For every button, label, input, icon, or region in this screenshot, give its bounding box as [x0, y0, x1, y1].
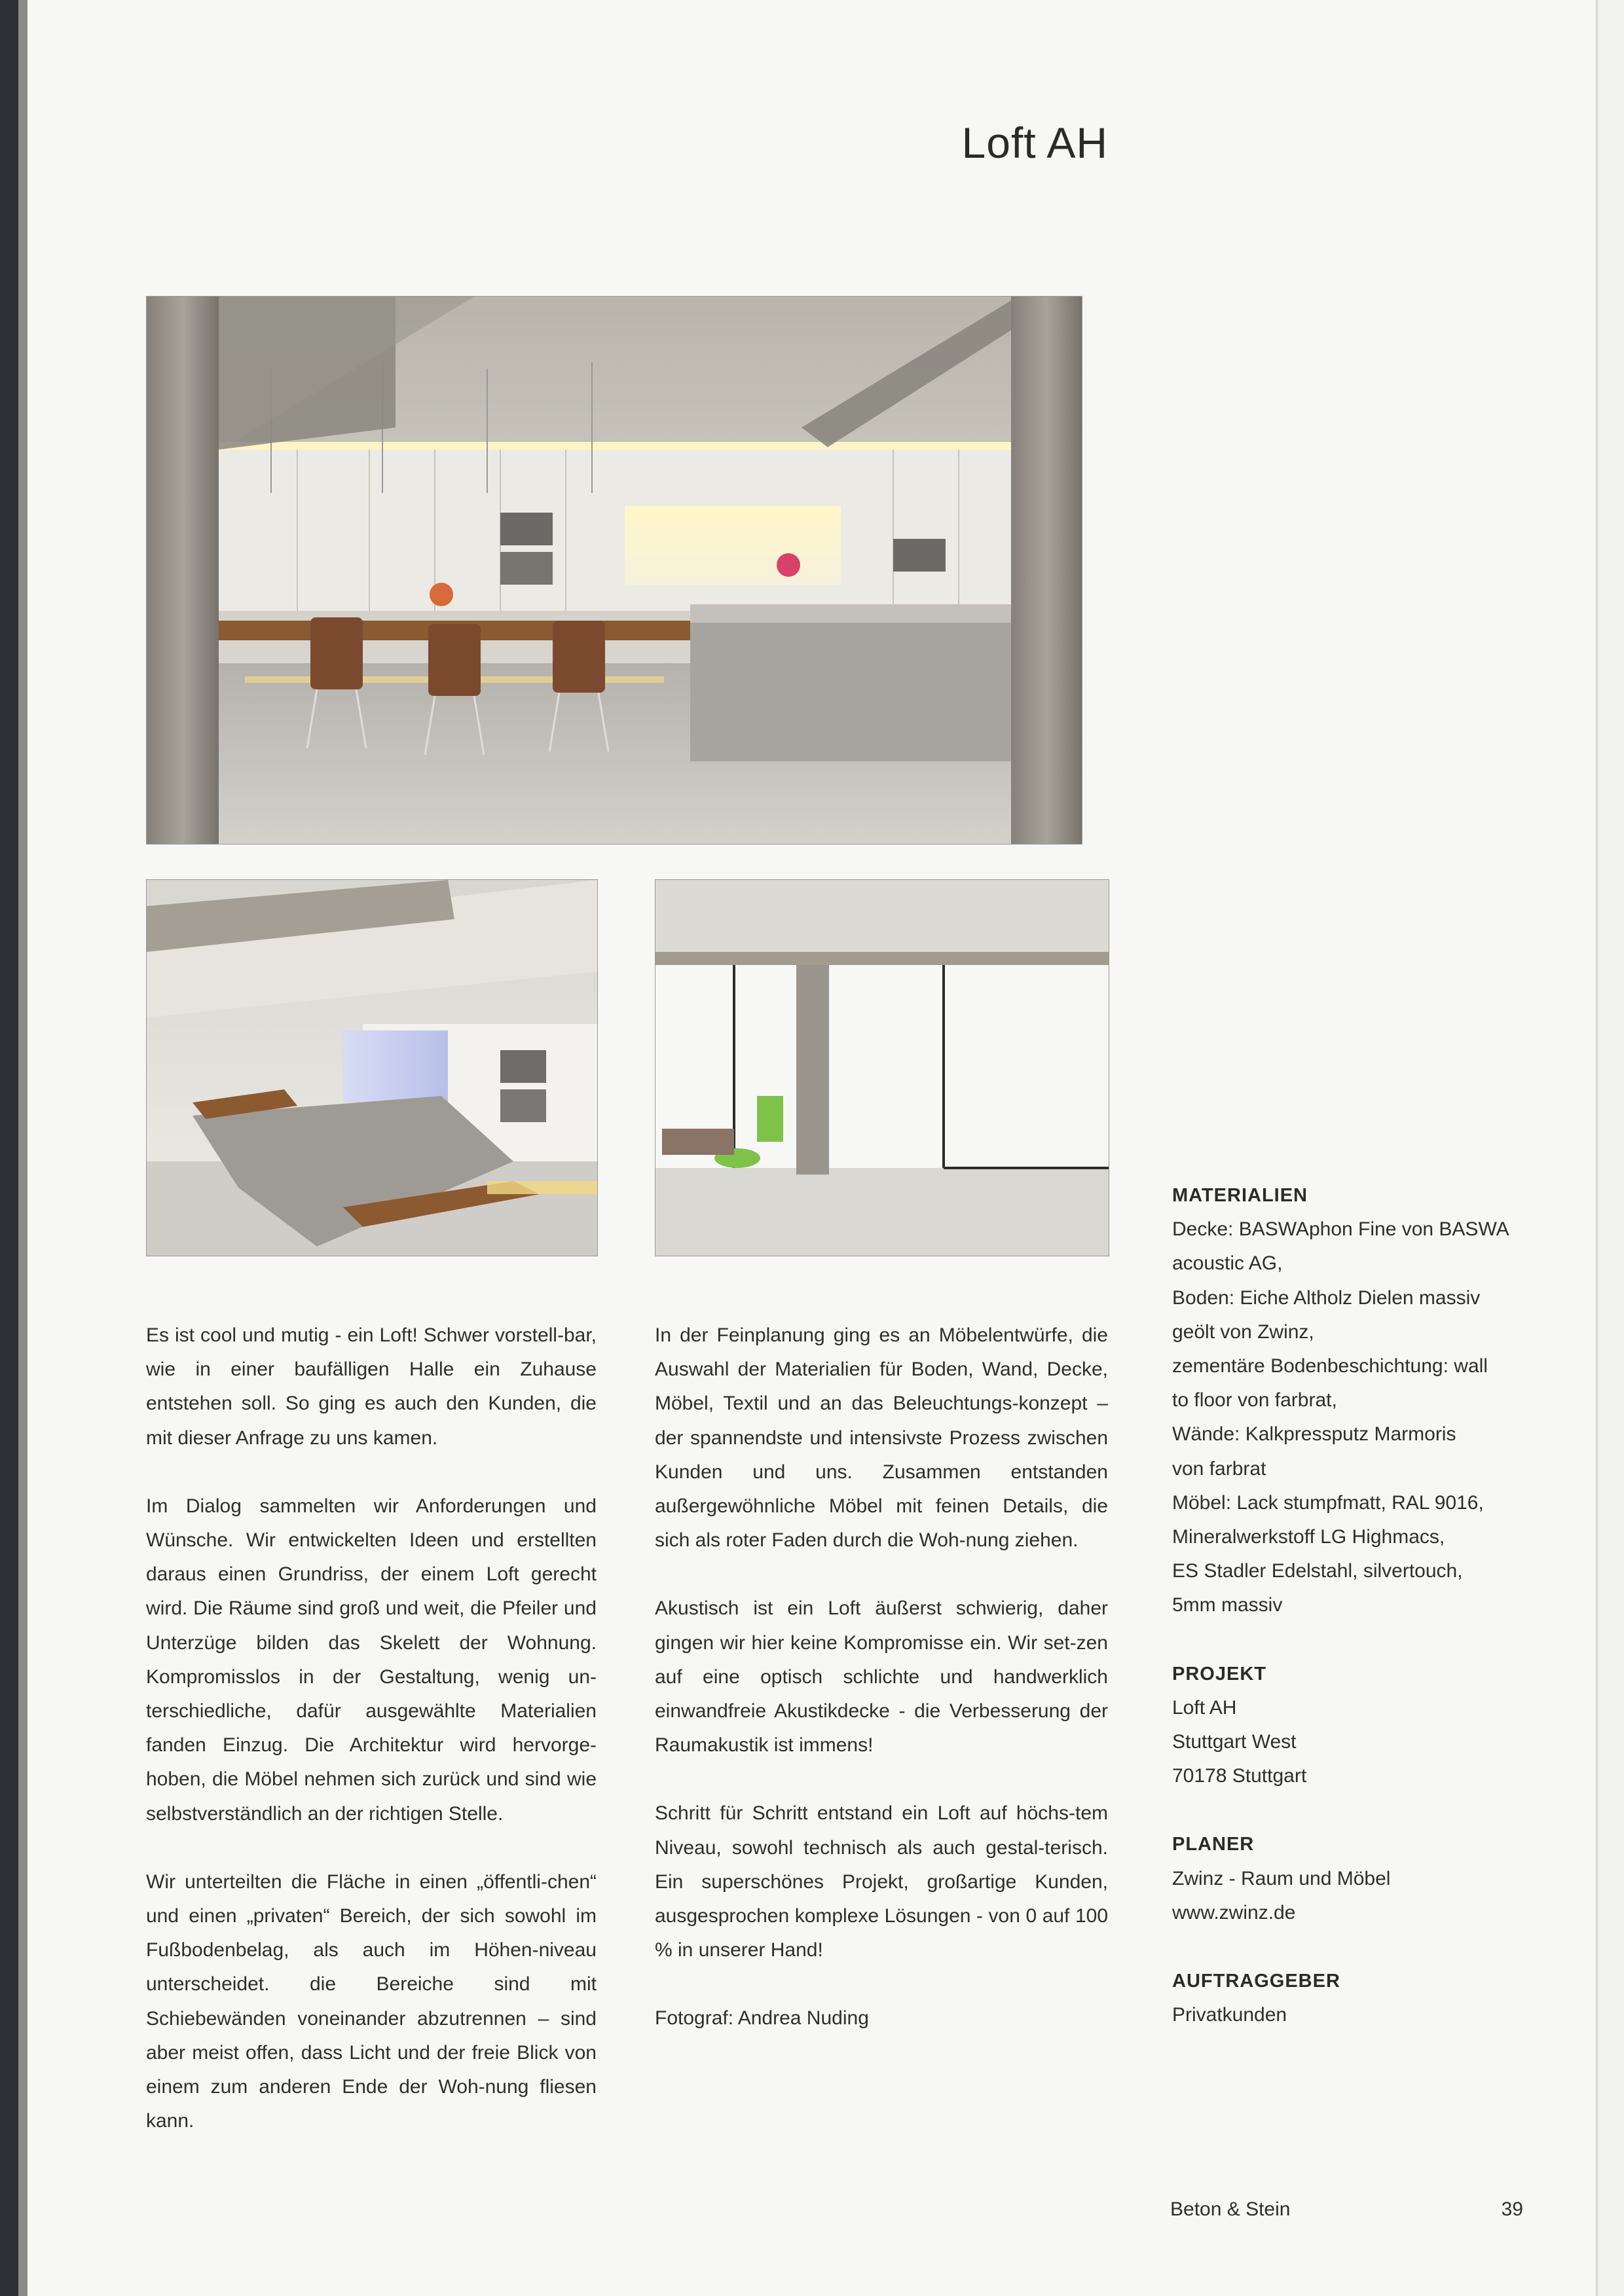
- materials-heading: MATERIALIEN: [1172, 1185, 1308, 1206]
- project-line: Stuttgart West: [1172, 1731, 1297, 1753]
- project-info-sidebar: [1172, 1178, 1552, 2066]
- materials-line: ES Stadler Edelstahl, silvertouch,: [1172, 1560, 1463, 1582]
- paragraph: Akustisch ist ein Loft äußerst schwierig, daher gingen wir hier keine Kompromisse ein. Wir set-zen auf eine optisch schlichte und handwerklich einwandfreie Akustikdecke - die Verbesserung der Raumakustik ist immens!: [655, 1597, 1108, 1757]
- paragraph: In der Feinplanung ging es an Möbelentwürfe, die Auswahl der Materialien für Boden, Wand, Decke, Möbel, Textil und an das Beleuchtungs-konzept – der spannendste und intensivste Prozess zwischen Kunden und uns. Zusammen entstanden außergewöhnliche Möbel mit feinen Details, die sich als roter Faden durch die Woh-nung ziehen.: [655, 1324, 1108, 1552]
- materials-line: Wände: Kalkpressputz Marmoris: [1172, 1423, 1456, 1446]
- materials-line: von farbrat: [1172, 1457, 1266, 1480]
- client-heading: AUFTRAGGEBER: [1172, 1971, 1340, 1992]
- materials-section: [1172, 1178, 1552, 1623]
- materials-line: Möbel: Lack stumpfmatt, RAL 9016,: [1172, 1491, 1484, 1514]
- materials-line: Decke: BASWAphon Fine von BASWA: [1172, 1218, 1509, 1241]
- page-edge: [1596, 0, 1624, 2296]
- living-area-photo: [655, 879, 1109, 1256]
- materials-line: 5mm massiv: [1172, 1594, 1283, 1616]
- materials-line: Boden: Eiche Altholz Dielen massiv: [1172, 1286, 1481, 1309]
- project-heading: PROJEKT: [1172, 1663, 1266, 1685]
- body-column-1: [146, 1319, 597, 2172]
- client-line: Privatkunden: [1172, 2004, 1287, 2026]
- paragraph: Wir unterteilten die Fläche in einen „öffentli-chen“ und einen „privaten“ Bereich, der sich sowohl im Fußbodenbelag, als auch im Höhen-niveau unterscheidet. die Bereiche sind mit Schiebewänden voneinander abzutrennen – sind aber meist offen, dass Licht und der freie Blick von einem zum anderen Ende der Woh-nung fliesen kann.: [146, 1870, 597, 2132]
- planner-website: www.zwinz.de: [1172, 1901, 1296, 1923]
- page-number: 39: [1501, 2198, 1523, 2220]
- client-section: [1172, 1964, 1552, 2032]
- materials-line: to floor von farbrat,: [1172, 1389, 1337, 1412]
- materials-line: geölt von Zwinz,: [1172, 1321, 1314, 1343]
- photographer-credit: Fotograf: Andrea Nuding: [655, 2007, 869, 2030]
- kitchen-island-photo: [146, 879, 598, 1256]
- page-title: Loft AH: [961, 118, 1108, 167]
- planner-heading: PLANER: [1172, 1834, 1255, 1855]
- project-line: Loft AH: [1172, 1696, 1237, 1719]
- publication-name: Beton & Stein: [1170, 2198, 1291, 2220]
- materials-line: zementäre Bodenbeschichtung: wall: [1172, 1355, 1488, 1377]
- paragraph: Es ist cool und mutig - ein Loft! Schwer vorstell-bar, wie in einer baufälligen Halle ein Zuhause entstehen soll. So ging es auch den Kunden, die mit dieser Anfrage zu uns kamen.: [146, 1324, 597, 1449]
- body-column-2: [655, 1319, 1108, 2070]
- project-line: 70178 Stuttgart: [1172, 1765, 1307, 1787]
- magazine-page: [28, 0, 1598, 2296]
- binding-shadow: [0, 0, 18, 2296]
- kitchen-dining-photo: [146, 296, 1082, 845]
- paragraph: Schritt für Schritt entstand ein Loft auf höchs-tem Niveau, sowohl technisch als auch gestal-terisch. Ein superschönes Projekt, großartige Kunden, ausgesprochen komplexe Lösungen - von 0 auf 100 % in unserer Hand!: [655, 1802, 1108, 1961]
- paragraph: Im Dialog sammelten wir Anforderungen und Wünsche. Wir entwickelten Ideen und erstellten daraus einen Grundriss, der einem Loft gerecht wird. Die Räume sind groß und weit, die Pfeiler und Unterzüge bilden das Skelett der Wohnung. Kompromisslos in der Gestaltung, wenig un-terschiedliche, dafür ausgewählte Materialien fanden Einzug. Die Architektur wird hervorge-hoben, die Möbel nehmen sich zurück und sind wie selbstverständlich an der richtigen Stelle.: [146, 1495, 597, 1825]
- planner-section: [1172, 1827, 1552, 1930]
- project-section: [1172, 1657, 1552, 1794]
- binding-gutter: [18, 0, 28, 2296]
- materials-line: acoustic AG,: [1172, 1252, 1283, 1275]
- planner-line: Zwinz - Raum und Möbel: [1172, 1867, 1391, 1889]
- materials-line: Mineralwerkstoff LG Highmacs,: [1172, 1526, 1445, 1548]
